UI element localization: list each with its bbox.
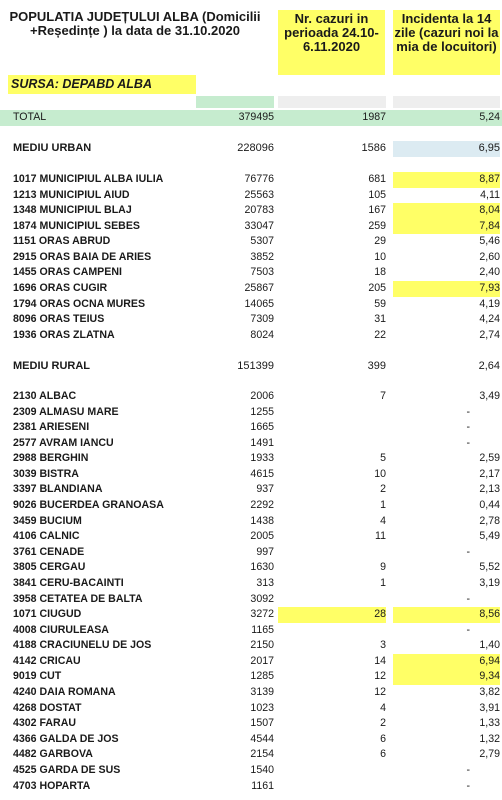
row-incidence: 4,11 (480, 188, 500, 201)
row-name: 4302 FARAU (13, 717, 76, 730)
row-cases (278, 405, 386, 421)
row-cases (278, 436, 386, 452)
row-cases (278, 592, 386, 608)
row-name: 3397 BLANDIANA (13, 483, 103, 496)
row-cases: 59 (374, 297, 386, 310)
row-cases: 399 (367, 360, 386, 372)
row-cases: 4 (380, 701, 386, 714)
row-incidence: - (466, 436, 470, 449)
row-incidence: 7,84 (393, 219, 500, 235)
table-row (0, 482, 502, 498)
row-cases: 11 (375, 530, 386, 543)
row-name: MEDIU RURAL (13, 360, 90, 372)
row-incidence: 5,46 (479, 235, 500, 248)
row-population: 5307 (250, 235, 274, 248)
row-name: 2577 AVRAM IANCU (13, 436, 114, 449)
row-name: 4482 GARBOVA (13, 748, 93, 761)
row-incidence: 4,24 (479, 313, 500, 326)
row-population: 1165 (251, 623, 274, 636)
table-row (0, 669, 502, 685)
row-incidence: 2,59 (479, 452, 500, 465)
row-cases: 259 (368, 219, 386, 232)
row-population: 2005 (250, 530, 274, 543)
row-population: 76776 (244, 173, 274, 185)
row-incidence: 5,24 (393, 110, 500, 126)
row-cases: 10 (374, 250, 386, 263)
row-incidence: 2,17 (479, 467, 500, 480)
row-name: 1348 MUNICIPIUL BLAJ (13, 204, 132, 217)
row-name: 1151 ORAS ABRUD (13, 235, 111, 248)
table-row (0, 141, 502, 157)
row-cases: 18 (374, 266, 386, 279)
row-incidence: 5,49 (479, 530, 500, 543)
table-row (0, 607, 502, 623)
row-incidence: 1,33 (479, 717, 500, 730)
row-name: 1017 MUNICIPIUL ALBA IULIA (13, 173, 164, 185)
row-cases: 28 (278, 607, 386, 623)
row-incidence: 2,74 (479, 328, 500, 341)
row-population: 3139 (250, 686, 274, 699)
row-incidence: 2,13 (479, 483, 500, 496)
table-row (0, 654, 502, 670)
row-incidence: 2,78 (479, 514, 500, 527)
row-incidence: 3,82 (479, 686, 500, 699)
row-cases: 105 (368, 188, 386, 201)
row-population: 1507 (250, 717, 274, 730)
row-cases: 1 (380, 576, 386, 589)
row-name: 4106 CALNIC (13, 530, 80, 543)
table-row (0, 110, 502, 126)
row-cases: 10 (374, 467, 386, 480)
row-incidence: 0,44 (479, 499, 500, 512)
row-name: 3958 CETATEA DE BALTA (13, 592, 143, 605)
row-incidence: - (466, 405, 470, 418)
row-name: 4525 GARDA DE SUS (13, 763, 121, 776)
row-incidence: 6,94 (393, 654, 500, 670)
cases-column-header: Nr. cazuri in perioada 24.10-6.11.2020 (278, 10, 385, 75)
row-cases (278, 779, 386, 795)
row-name: 3841 CERU-BACAINTI (13, 576, 124, 589)
table-row (0, 405, 502, 421)
row-incidence: 8,87 (393, 172, 500, 188)
row-name: 3761 CENADE (13, 545, 85, 558)
table-row (0, 281, 502, 297)
row-population: 1023 (250, 701, 274, 714)
row-cases (278, 623, 386, 639)
row-name: 2915 ORAS BAIA DE ARIES (13, 250, 152, 263)
table-row (0, 747, 502, 763)
row-incidence: 8,56 (393, 607, 500, 623)
row-population: 7309 (250, 313, 274, 326)
row-incidence: - (466, 421, 470, 434)
row-cases: 12 (374, 670, 386, 683)
incidence-column-header: Incidenta la 14 zile (cazuri noi la mia de locuitori) (393, 10, 500, 75)
row-population: 33047 (244, 219, 274, 232)
row-name: 4008 CIURULEASA (13, 623, 109, 636)
row-population: 937 (256, 483, 274, 496)
row-cases: 5 (380, 452, 386, 465)
row-name: 2381 ARIESENI (13, 421, 90, 434)
row-population: 3852 (250, 250, 274, 263)
row-population: 379495 (238, 111, 274, 123)
row-population: 2292 (250, 499, 274, 512)
table-row (0, 732, 502, 748)
table-row (0, 716, 502, 732)
row-cases: 1987 (362, 111, 386, 123)
row-population: 228096 (237, 142, 274, 154)
row-cases: 681 (368, 173, 386, 185)
row-incidence: 7,93 (393, 281, 500, 297)
table-row (0, 328, 502, 344)
row-incidence: 9,34 (393, 669, 500, 685)
row-cases: 31 (374, 313, 386, 326)
table-row (0, 529, 502, 545)
table-row (0, 623, 502, 639)
row-population: 4544 (250, 732, 274, 745)
row-cases: 4 (380, 514, 386, 527)
row-population: 1933 (250, 452, 274, 465)
row-cases: 2 (380, 483, 386, 496)
row-incidence: 2,79 (479, 748, 500, 761)
row-incidence: 1,32 (479, 732, 500, 745)
table-row (0, 359, 502, 375)
row-cases: 1 (380, 499, 386, 512)
row-population: 1630 (250, 561, 274, 574)
table-row (0, 172, 502, 188)
row-cases: 205 (368, 282, 386, 295)
row-name: 1936 ORAS ZLATNA (13, 328, 115, 341)
row-population: 313 (256, 576, 274, 589)
table-row (0, 545, 502, 561)
row-incidence: - (466, 592, 470, 605)
row-incidence: - (466, 763, 470, 776)
row-name: 4142 CRICAU (13, 654, 81, 667)
row-population: 1438 (250, 514, 274, 527)
row-population: 3272 (250, 608, 274, 621)
row-population: 151399 (237, 360, 274, 372)
table-row (0, 389, 502, 405)
row-population: 1491 (250, 436, 274, 449)
row-name: 1794 ORAS OCNA MURES (13, 297, 146, 310)
row-incidence: 4,19 (479, 297, 500, 310)
table-row (0, 685, 502, 701)
source-label: SURSA: DEPABD ALBA (8, 75, 196, 94)
row-cases (278, 420, 386, 436)
row-population: 1665 (250, 421, 274, 434)
table-row (0, 203, 502, 219)
row-name: 1455 ORAS CAMPENI (13, 266, 122, 279)
table-row (0, 234, 502, 250)
row-incidence: 2,64 (478, 360, 500, 372)
row-name: 2309 ALMASU MARE (13, 405, 119, 418)
row-incidence: 8,04 (393, 203, 500, 219)
row-name: 9026 BUCERDEA GRANOASA (13, 499, 164, 512)
table-row (0, 188, 502, 204)
row-name: 9019 CUT (13, 670, 62, 683)
table-row (0, 265, 502, 281)
row-incidence: 3,49 (479, 390, 500, 402)
row-name: 4703 HOPARTA (13, 779, 91, 792)
table-row (0, 779, 502, 795)
table-row (0, 701, 502, 717)
row-population: 1161 (251, 779, 274, 792)
table-row (0, 638, 502, 654)
row-incidence: 5,52 (479, 561, 500, 574)
table-row (0, 576, 502, 592)
row-cases: 22 (374, 328, 386, 341)
row-cases (278, 545, 386, 561)
row-name: 3459 BUCIUM (13, 514, 82, 527)
row-cases: 167 (368, 204, 386, 217)
table-row (0, 436, 502, 452)
table-row (0, 312, 502, 328)
row-population: 997 (256, 545, 274, 558)
row-population: 8024 (250, 328, 274, 341)
row-population: 2017 (250, 654, 274, 667)
row-population: 25867 (244, 282, 274, 295)
row-population: 7503 (250, 266, 274, 279)
row-cases: 9 (380, 561, 386, 574)
row-incidence: - (466, 779, 470, 792)
row-population: 3092 (250, 592, 274, 605)
row-cases (278, 763, 386, 779)
row-population: 20783 (244, 204, 274, 217)
row-cases: 7 (380, 390, 386, 402)
row-name: 3039 BISTRA (13, 467, 79, 480)
table-row (0, 560, 502, 576)
row-incidence: 1,40 (479, 639, 500, 652)
table-row (0, 297, 502, 313)
row-name: 1213 MUNICIPIUL AIUD (13, 188, 130, 201)
row-cases: 6 (380, 748, 386, 761)
row-name: 1696 ORAS CUGIR (13, 282, 108, 295)
row-incidence: 3,19 (479, 576, 500, 589)
row-name: 4240 DAIA ROMANA (13, 686, 116, 699)
row-population: 4615 (250, 467, 274, 480)
table-row (0, 451, 502, 467)
incidence-header-fill (393, 96, 500, 108)
row-name: 4188 CRACIUNELU DE JOS (13, 639, 152, 652)
table-row (0, 250, 502, 266)
row-cases: 2 (380, 717, 386, 730)
table-row (0, 498, 502, 514)
row-name: 8096 ORAS TEIUS (13, 313, 105, 326)
row-name: 2988 BERGHIN (13, 452, 89, 465)
row-cases: 29 (374, 235, 386, 248)
row-population: 14065 (244, 297, 274, 310)
cases-header-fill (278, 96, 386, 108)
row-name: MEDIU URBAN (13, 142, 92, 154)
table-row (0, 763, 502, 779)
table-title: POPULATIA JUDEȚULUI ALBA (Domicilii +Reședințe ) la data de 31.10.2020 (9, 9, 261, 38)
row-name: 3805 CERGAU (13, 561, 86, 574)
row-cases: 3 (380, 639, 386, 652)
row-name: 1874 MUNICIPIUL SEBES (13, 219, 140, 232)
row-name: 2130 ALBAC (13, 390, 77, 402)
row-population: 1255 (250, 405, 274, 418)
row-population: 1285 (250, 670, 274, 683)
row-name: 1071 CIUGUD (13, 608, 82, 621)
row-population: 2150 (250, 639, 274, 652)
row-cases: 12 (374, 686, 386, 699)
row-incidence: - (466, 623, 470, 636)
row-name: 4366 GALDA DE JOS (13, 732, 119, 745)
table-row (0, 420, 502, 436)
row-population: 2006 (250, 390, 274, 402)
row-cases: 6 (380, 732, 386, 745)
row-incidence: 2,60 (479, 250, 500, 263)
row-population: 25563 (244, 188, 274, 201)
row-incidence: - (466, 545, 470, 558)
table-row (0, 592, 502, 608)
row-population: 1540 (250, 763, 274, 776)
row-name: TOTAL (13, 111, 47, 123)
row-population: 2154 (250, 748, 274, 761)
row-incidence: 2,40 (479, 266, 500, 279)
table-row (0, 514, 502, 530)
row-name: 4268 DOSTAT (13, 701, 82, 714)
row-incidence: 6,95 (393, 141, 500, 157)
table-row (0, 219, 502, 235)
population-header-fill (196, 96, 274, 108)
row-incidence: 3,91 (479, 701, 500, 714)
row-cases: 1586 (361, 142, 386, 154)
table-row (0, 467, 502, 483)
row-cases: 14 (374, 654, 386, 667)
